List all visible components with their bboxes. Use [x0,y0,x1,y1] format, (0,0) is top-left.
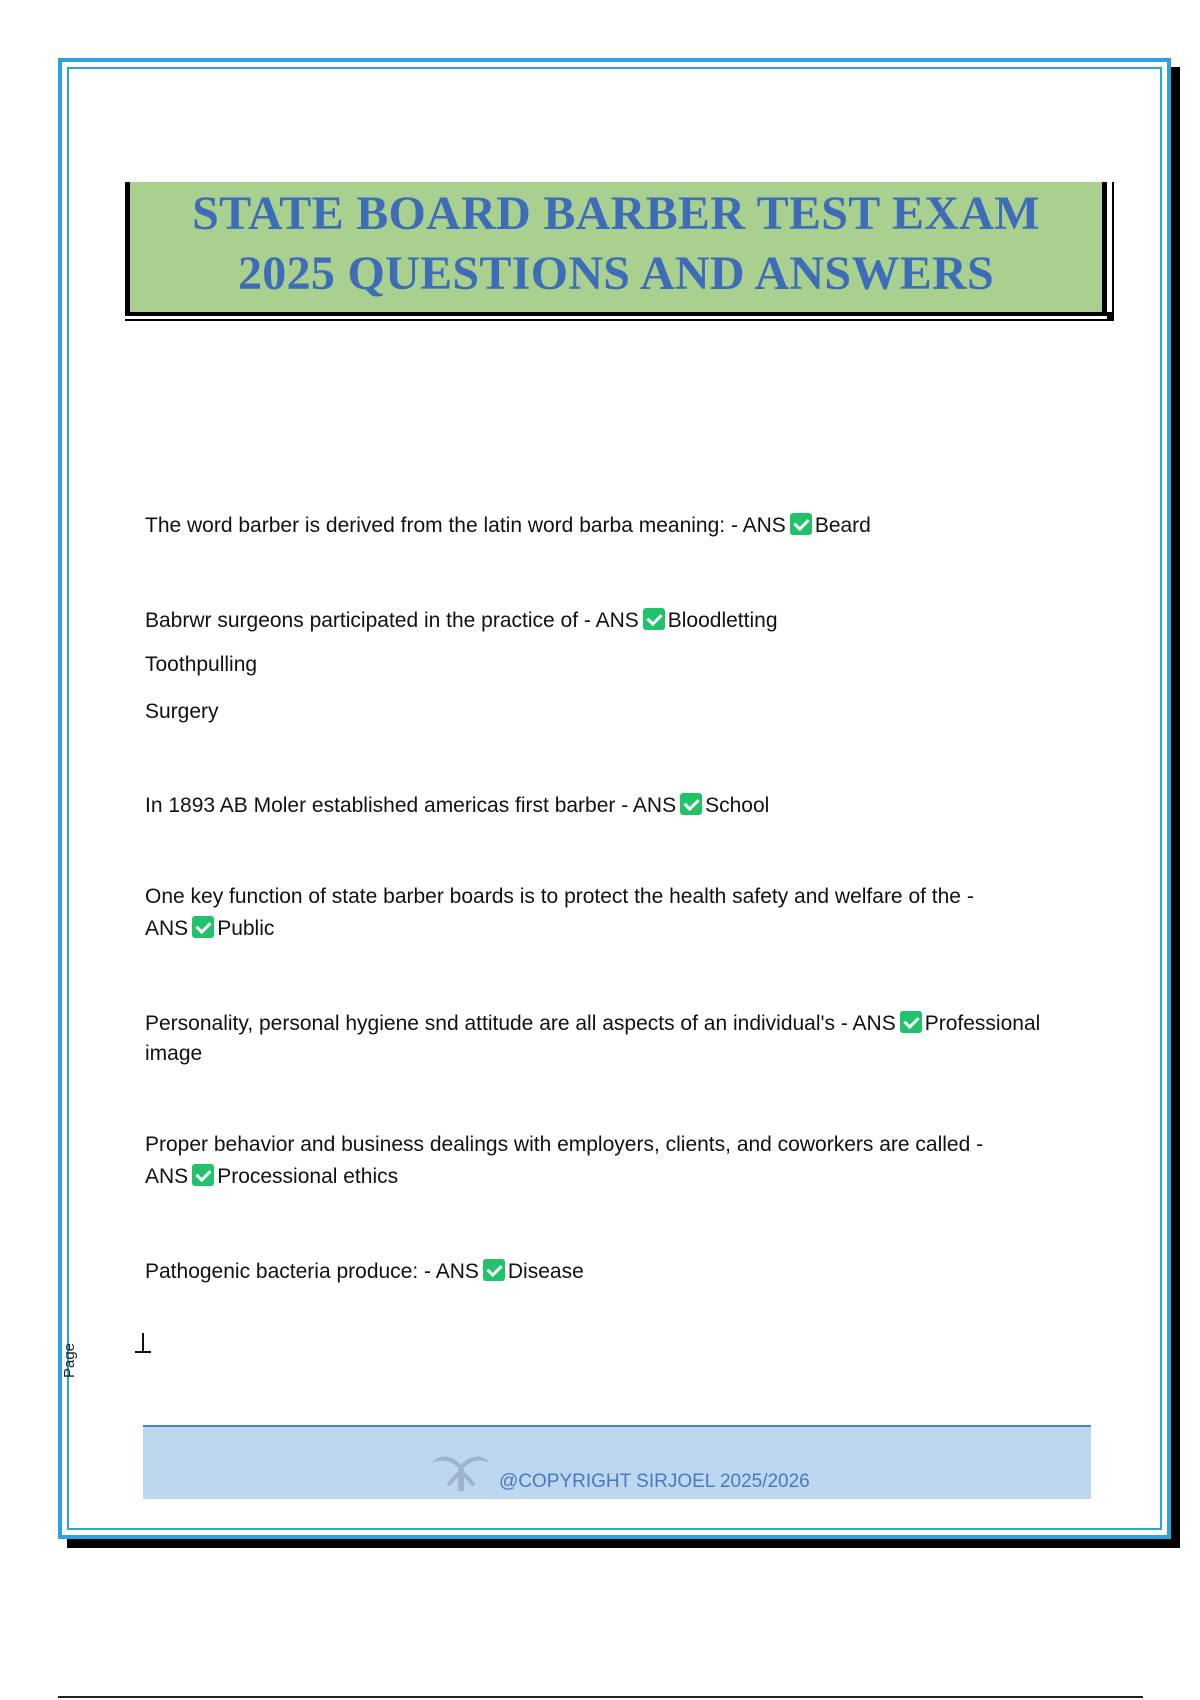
footer-banner [143,1425,1091,1499]
check-icon [680,793,702,815]
question-text-cont: ANS [145,917,189,940]
qa-item [145,881,1095,913]
logo-icon [426,1445,496,1493]
answer-text: School [705,794,770,817]
question-text: Pathogenic bacteria produce: - ANS [145,1260,479,1283]
qa-item [145,1256,1095,1288]
question-text-cont: ANS [145,1165,189,1188]
check-icon [790,513,812,535]
qa-item [145,605,1095,637]
check-icon [900,1011,922,1033]
question-text: Proper behavior and business dealings with employers, clients, and coworkers are called - [145,1133,984,1156]
answer-text: Public [217,917,275,940]
answer-text: Bloodletting [667,609,778,632]
title-line-1: STATE BOARD BARBER TEST EXAM [192,187,1040,240]
page-number-label [61,1330,98,1400]
qa-item [145,790,1095,822]
question-text: Personality, personal hygiene snd attitude are all aspects of an individual's - ANS [145,1012,896,1035]
question-text: One key function of state barber boards is to protect the health safety and welfare of the - [145,885,974,908]
page-number-mark [142,1333,144,1351]
qa-item [145,1008,1095,1040]
bottom-rule [58,1696,1143,1698]
question-text: In 1893 AB Moler established americas first barber - ANS [145,794,677,817]
qa-item-cont [145,913,1095,945]
answer-text: Disease [507,1260,584,1283]
question-text: Babrwr surgeons participated in the practice of - ANS [145,609,639,632]
page-label-text: Page [61,1342,79,1379]
answer-text: Processional ethics [217,1165,399,1188]
answer-cont-line: image [145,1042,203,1065]
check-icon [483,1259,505,1281]
qa-item [145,1129,1095,1161]
answer-extra-line: Toothpulling [145,653,258,676]
check-icon [192,916,214,938]
copyright-text: @COPYRIGHT SIRJOEL 2025/2026 [499,1471,810,1492]
qa-item [145,510,1095,542]
question-text: The word barber is derived from the latin word barba meaning: - ANS [145,514,786,537]
answer-extra-line: Surgery [145,700,219,723]
check-icon [192,1164,214,1186]
answer-text: Beard [814,514,871,537]
answer-text: Professional [924,1012,1041,1035]
title-line-2: 2025 QUESTIONS AND ANSWERS [238,247,994,300]
check-icon [643,608,665,630]
title-banner [125,182,1107,312]
qa-item-cont [145,1161,1095,1193]
